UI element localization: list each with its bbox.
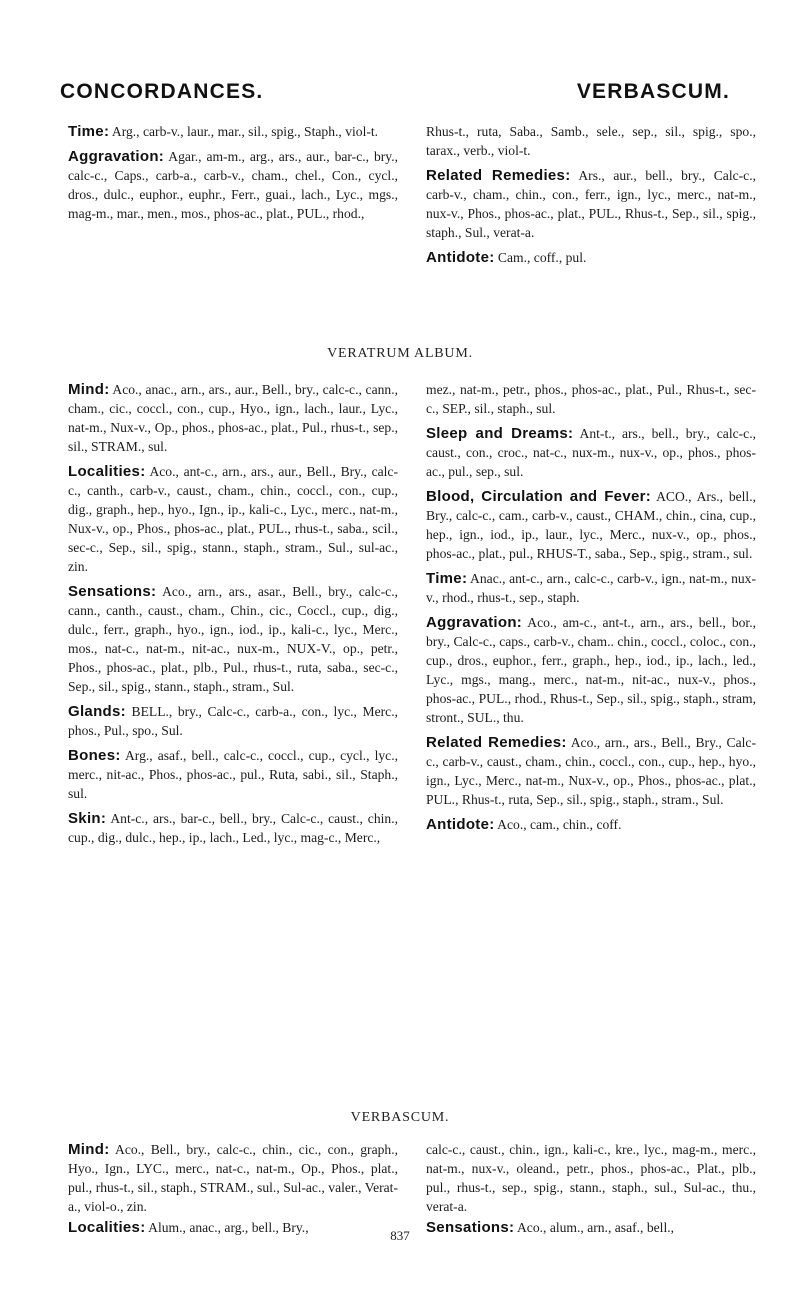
entry-heading: Related Remedies: xyxy=(426,167,571,184)
entry-text: Rhus-t., ruta, Saba., Samb., sele., sep., sil., spig., spo., tarax., verb., viol-t. xyxy=(426,124,756,158)
entry-paragraph xyxy=(426,815,756,834)
entry-heading: Sleep and Dreams: xyxy=(426,425,574,442)
entry-paragraph xyxy=(426,248,756,267)
entry-paragraph xyxy=(68,702,398,740)
page-number: 837 xyxy=(390,1228,410,1243)
entry-text: Aco., am-c., ant-t., arn., ars., bell., bor., bry., Calc-c., caps., carb-v., cham.. chin., coccl., coloc., con., cup., dros., euphor., ferr., graph., hep., iod., ip., lach., led., Lyc., mgs., mang., merc., nat-m., nit-ac., nux-v., phos., phos-ac., PUL., rhod., Rhus-t., Sep., sil., spig., staph., stram, stront., SUL., thu. xyxy=(426,615,756,725)
section2-left-column xyxy=(68,380,398,853)
entry-text: Cam., coff., pul. xyxy=(497,250,587,265)
entry-paragraph xyxy=(68,1140,398,1216)
entry-heading: Localities: xyxy=(68,463,146,480)
entry-text: Aco., anac., arn., ars., aur., Bell., bry., calc-c., cann., cham., cic., coccl., con., cup., Hyo., ign., lach., laur., Lyc., nat-m., Nux-v., Op., phos., phos-ac., plat., Pul., rhus-t., sep., sil., STRAM., sul. xyxy=(68,382,398,454)
entry-text: Aco., arn., ars., Bell., Bry., Calc-c., carb-v., caust., cham., chin., coccl., con., cup., hep., hyo., ign., Lyc., Merc., nat-m., Nux-v., op., Phos., phos-ac., plat., PUL., Rhus-t., ruta, Sep., sil., spig., staph., stram., Sul. xyxy=(426,735,756,807)
entry-heading: Bones: xyxy=(68,747,121,764)
entry-heading: Glands: xyxy=(68,703,126,720)
entry-text: Aco., cam., chin., coff. xyxy=(497,817,622,832)
entry-heading: Aggravation: xyxy=(68,148,165,165)
entry-heading: Time: xyxy=(68,123,110,140)
entry-text: Aco., arn., ars., asar., Bell., bry., calc-c., cann., canth., caust., cham., Chin., cic., Coccl., cup., dig., dulc., ferr., graph., hyo., ign., iod., ip., kali-c., lyc., Merc., mos., nat-c., nat-m., nit-ac., nux-m., NUX-V., op., petr., Phos., phos-ac., plat., plb., Pul., rhus-t., ruta, saba., sec-c., Sep., sil., spig., stann., staph., stram., Sul. xyxy=(68,584,398,694)
entry-heading: Antidote: xyxy=(426,249,495,266)
entry-paragraph xyxy=(68,462,398,576)
header-right: VERBASCUM. xyxy=(576,80,730,103)
entry-heading: Aggravation: xyxy=(426,614,523,631)
entry-paragraph xyxy=(68,582,398,696)
entry-text: Alum., anac., arg., bell., Bry., xyxy=(148,1220,309,1235)
entry-text: calc-c., caust., chin., ign., kali-c., kre., lyc., mag-m., merc., nat-m., nux-v., oleand., petr., phos., phos-ac., Plat., plb., pul., rhus-t., sep., spig., stann., staph., sul., Sul-ac., thu., verat-a. xyxy=(426,1142,756,1214)
entry-text: mez., nat-m., petr., phos., phos-ac., plat., Pul., Rhus-t., sec-c., SEP., sil., staph., sul. xyxy=(426,382,756,416)
entry-paragraph xyxy=(426,424,756,481)
section2-right-column xyxy=(426,380,756,840)
header-left: CONCORDANCES. xyxy=(60,80,264,103)
section1-left-column xyxy=(68,122,398,229)
entry-text: Aco., Bell., bry., calc-c., chin., cic., con., graph., Hyo., Ign., LYC., merc., nat-c., nat-m., Op., Phos., plat., pul., rhus-t., sil., staph., STRAM., sul., Sul-ac., valer., Verat-a., viol-o., zin. xyxy=(68,1142,398,1214)
running-header xyxy=(60,80,730,110)
entry-paragraph xyxy=(426,166,756,242)
entry-paragraph xyxy=(68,147,398,223)
section-title-verbascum: VERBASCUM. xyxy=(350,1110,450,1125)
entry-text: Arg., carb-v., laur., mar., sil., spig., Staph., viol-t. xyxy=(111,124,379,139)
entry-paragraph xyxy=(426,569,756,607)
entry-text: BELL., bry., Calc-c., carb-a., con., lyc., Merc., phos., Pul., spo., Sul. xyxy=(68,704,398,738)
entry-heading: Time: xyxy=(426,570,468,587)
section3-left-column xyxy=(68,1140,398,1239)
entry-text: Ant-c., ars., bar-c., bell., bry., Calc-c., caust., chin., cup., dig., dulc., hep., ip., lach., Led., lyc., mag-c., Merc., xyxy=(68,811,398,845)
entry-heading: Mind: xyxy=(68,381,110,398)
entry-text: Aco., alum., arn., asaf., bell., xyxy=(516,1220,675,1235)
entry-text: Arg., asaf., bell., calc-c., coccl., cup., cycl., lyc., merc., nit-ac., Phos., phos-ac., pul., Ruta, sabi., sil., Staph., sul. xyxy=(68,748,398,801)
entry-paragraph xyxy=(68,746,398,803)
entry-text: Aco., ant-c., arn., ars., aur., Bell., Bry., calc-c., canth., carb-v., caust., cham., chin., coccl., con., cup., dig., graph., hep., hyo., Ign., ip., kali-c., Lyc., merc., nat-m., Nux-v., op., Phos., phos-ac., plat., PUL., rhus-t., saba., scil., sec-c., Sep., sil., spig., stann., staph., stram., Sul., sul-ac., zin. xyxy=(68,464,398,574)
entry-paragraph xyxy=(426,487,756,563)
entry-paragraph xyxy=(426,122,756,160)
section3-right-column xyxy=(426,1140,756,1239)
entry-text: Ars., aur., bell., bry., Calc-c., carb-v., cham., chin., con., ferr., ign., lyc., merc., nat-m., nux-v., Phos., phos-ac., plat., PUL., Rhus-t., Sep., sil., spig., staph., Sul., verat-a. xyxy=(426,168,756,240)
entry-paragraph xyxy=(68,809,398,847)
entry-paragraph xyxy=(426,613,756,727)
entry-paragraph xyxy=(68,122,398,141)
entry-paragraph xyxy=(426,380,756,418)
entry-heading: Sensations: xyxy=(68,583,157,600)
entry-paragraph xyxy=(426,733,756,809)
entry-text: Anac., ant-c., arn., calc-c., carb-v., ign., nat-m., nux-v., rhod., rhus-t., sep., staph. xyxy=(426,571,756,605)
section1-right-column xyxy=(426,122,756,273)
entry-heading: Related Remedies: xyxy=(426,734,567,751)
section-title-veratrum: VERATRUM ALBUM. xyxy=(327,346,473,361)
entry-paragraph xyxy=(68,380,398,456)
entry-heading: Mind: xyxy=(68,1141,110,1158)
entry-text: Agar., am-m., arg., ars., aur., bar-c., bry., calc-c., Caps., carb-a., carb-v., cham., chel., Con., cycl., dros., dulc., euphor., euphr., Ferr., guai., lach., Lyc., mgs., mag-m., mar., men., mos., phos-ac., plat., PUL., rhod., xyxy=(68,149,398,221)
entry-heading: Sensations: xyxy=(426,1219,515,1236)
entry-text: ACO., Ars., bell., Bry., calc-c., cam., carb-v., caust., CHAM., chin., cina, cup., hep., ign., iod., ip., laur., lyc., Merc., nux-v., op., phos., phos-ac., plat., pul., RHUS-T., saba., Sep., spig., stram., sul. xyxy=(426,489,756,561)
entry-heading: Antidote: xyxy=(426,816,495,833)
entry-heading: Localities: xyxy=(68,1219,146,1236)
entry-heading: Skin: xyxy=(68,810,107,827)
entry-heading: Blood, Circulation and Fever: xyxy=(426,488,652,505)
entry-text: Ant-t., ars., bell., bry., calc-c., caust., con., croc., nat-c., nux-m., nux-v., op., phos., phos-ac., pul., sep., sul. xyxy=(426,426,756,479)
entry-paragraph xyxy=(426,1140,756,1216)
